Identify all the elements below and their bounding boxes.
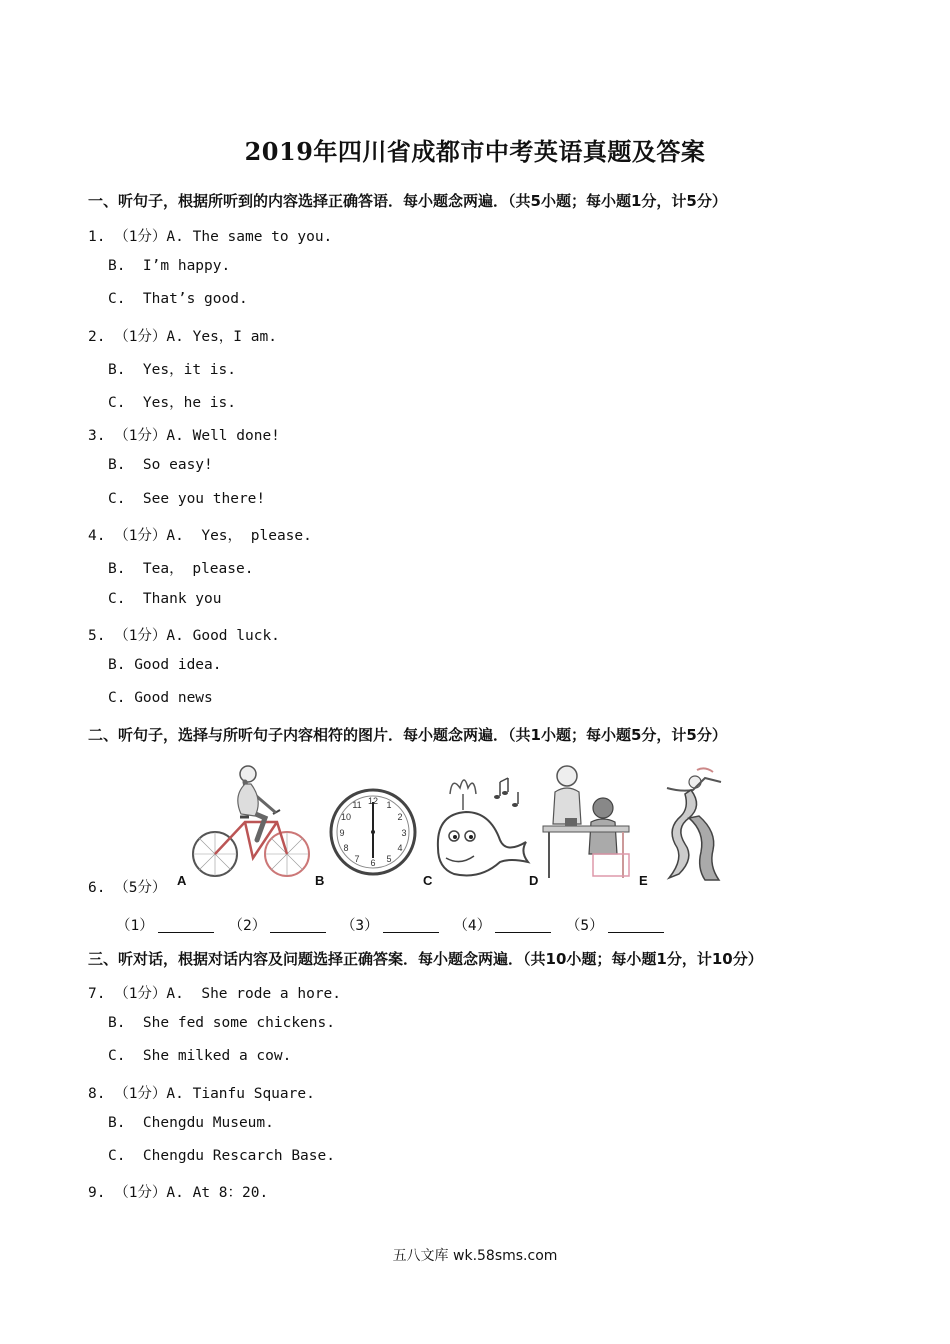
question-2-option-b: B. Yes，it is. bbox=[108, 362, 236, 378]
picture-e-label: E bbox=[639, 873, 648, 888]
svg-text:10: 10 bbox=[340, 812, 352, 822]
question-7-option-c: C. She milked a cow. bbox=[108, 1048, 292, 1064]
clock-picture bbox=[323, 762, 418, 887]
svg-text:5: 5 bbox=[386, 854, 392, 864]
blank-3-line bbox=[383, 918, 439, 933]
page-footer: 五八文库 wk.58sms.com bbox=[392, 1248, 558, 1264]
question-5-option-c: C. Good news bbox=[108, 690, 213, 706]
section-1-heading: 一、听句子，根据所听到的内容选择正确答语．每小题念两遍．（共5小题；每小题1分，计5分） bbox=[88, 192, 727, 210]
question-5-option-b: B. Good idea. bbox=[108, 657, 222, 673]
svg-text:7: 7 bbox=[354, 854, 360, 864]
blank-2-label: （2） bbox=[228, 918, 267, 934]
cyclist-picture bbox=[185, 762, 315, 887]
question-9: 9. （1分）A. At 8：20. bbox=[88, 1185, 269, 1201]
question-1: 1. （1分）A. The same to you. bbox=[88, 229, 333, 245]
picture-d-label: D bbox=[529, 873, 539, 888]
question-8-option-c: C. Chengdu Rescarch Base. bbox=[108, 1148, 335, 1164]
question-8-option-b: B. Chengdu Museum. bbox=[108, 1115, 274, 1131]
blank-4-label: （4） bbox=[453, 918, 492, 934]
question-7: 7. （1分）A. She rode a hore. bbox=[88, 986, 342, 1002]
picture-a-label: A bbox=[177, 873, 187, 888]
svg-text:9: 9 bbox=[339, 828, 345, 838]
question-8: 8. （1分）A. Tianfu Square. bbox=[88, 1086, 315, 1102]
question-3: 3. （1分）A. Well done! bbox=[88, 428, 280, 444]
section-3-heading: 三、听对话，根据对话内容及问题选择正确答案．每小题念两遍．（共10小题；每小题1分，计10分） bbox=[88, 950, 763, 968]
question-6: 6. （5分） bbox=[88, 880, 167, 896]
document-title: 2019年四川省成都市中考英语真题及答案 bbox=[244, 137, 706, 166]
answer-blank-3[interactable] bbox=[341, 914, 439, 935]
answer-blank-1[interactable] bbox=[116, 914, 214, 935]
svg-text:3: 3 bbox=[401, 828, 407, 838]
answer-blanks bbox=[116, 914, 670, 935]
question-7-option-b: B. She fed some chickens. bbox=[108, 1015, 335, 1031]
blank-4-line bbox=[495, 918, 551, 933]
question-4: 4. （1分）A. Yes， please. bbox=[88, 528, 312, 544]
svg-text:12: 12 bbox=[367, 796, 379, 806]
question-1-option-b: B. I’m happy. bbox=[108, 258, 231, 274]
question-4-option-c: C. Thank you bbox=[108, 591, 222, 607]
question-3-option-b: B. So easy! bbox=[108, 457, 213, 473]
picture-b-label: B bbox=[315, 873, 325, 888]
blank-5-label: （5） bbox=[565, 918, 604, 934]
blank-5-line bbox=[608, 918, 664, 933]
students-studying-picture bbox=[537, 762, 637, 887]
picture-c-label: C bbox=[423, 873, 433, 888]
blank-2-line bbox=[270, 918, 326, 933]
whale-picture bbox=[430, 762, 535, 887]
section-2-heading: 二、听句子，选择与所听句子内容相符的图片．每小题念两遍．（共1小题；每小题5分，计5分） bbox=[88, 726, 727, 744]
blank-3-label: （3） bbox=[340, 918, 379, 934]
svg-text:2: 2 bbox=[397, 812, 403, 822]
question-2: 2. （1分）A. Yes，I am. bbox=[88, 329, 277, 345]
blank-1-label: （1） bbox=[116, 918, 154, 934]
svg-text:4: 4 bbox=[397, 843, 403, 853]
question-3-option-c: C. See you there! bbox=[108, 491, 266, 507]
answer-blank-5[interactable] bbox=[566, 914, 664, 935]
svg-text:6: 6 bbox=[370, 858, 376, 868]
question-1-option-c: C. That’s good. bbox=[108, 291, 248, 307]
svg-text:11: 11 bbox=[352, 800, 362, 810]
question-2-option-c: C. Yes，he is. bbox=[108, 395, 236, 411]
answer-blank-4[interactable] bbox=[453, 914, 551, 935]
dancer-picture bbox=[645, 762, 735, 887]
blank-1-line bbox=[158, 918, 214, 933]
picture-options bbox=[175, 762, 735, 890]
question-4-option-b: B. Tea， please. bbox=[108, 561, 254, 577]
svg-text:1: 1 bbox=[386, 800, 392, 810]
svg-text:8: 8 bbox=[343, 843, 349, 853]
answer-blank-2[interactable] bbox=[228, 914, 326, 935]
question-5: 5. （1分）A. Good luck. bbox=[88, 628, 280, 644]
